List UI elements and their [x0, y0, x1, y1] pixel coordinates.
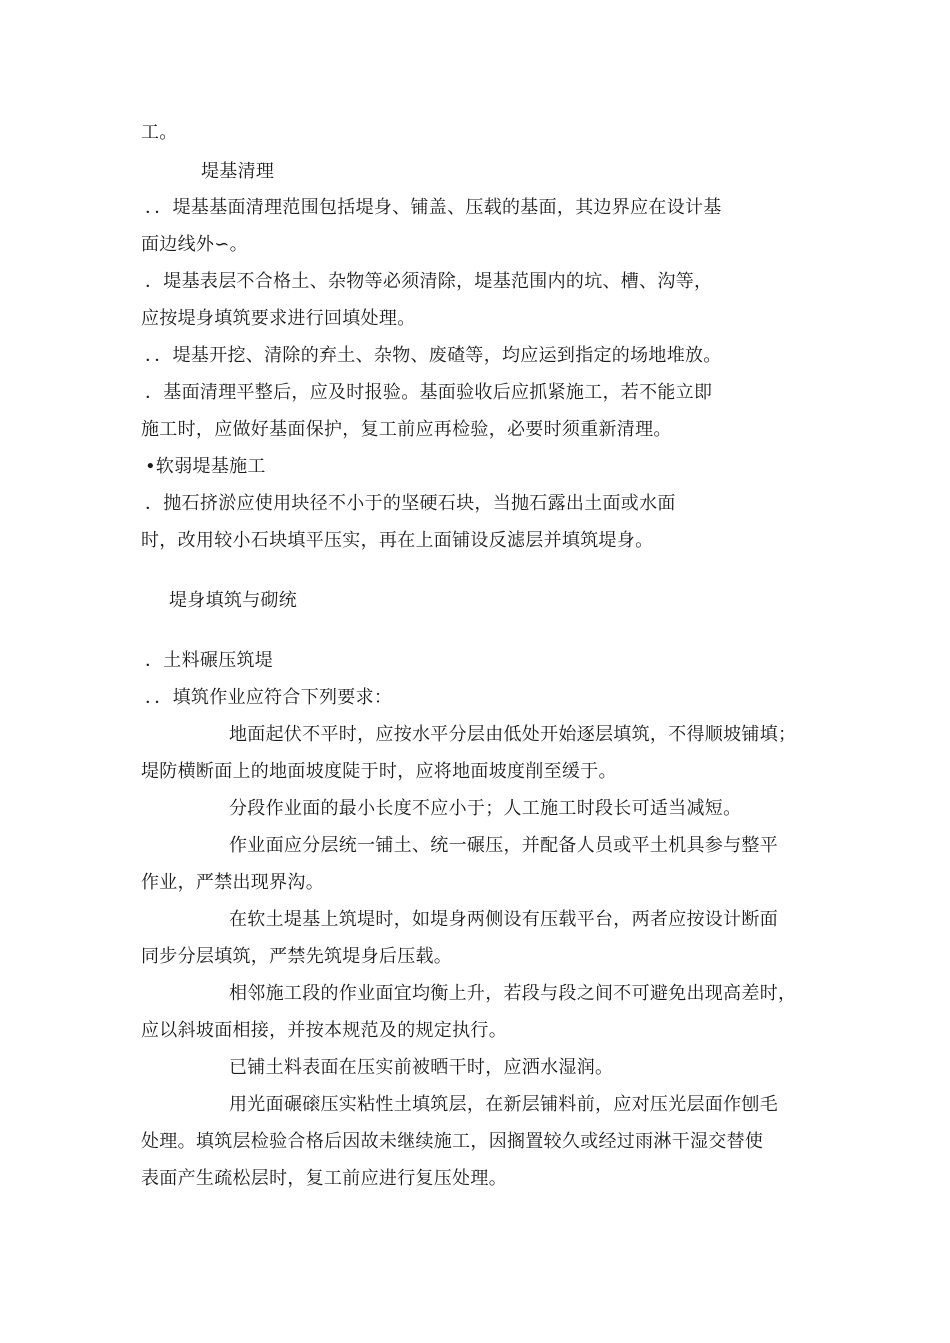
text-line: 应以斜坡面相接，并按本规范及的规定执行。: [141, 1020, 507, 1041]
text-line: 作业，严禁出现界沟。: [141, 872, 324, 893]
text-line: 应按堤身填筑要求进行回填处理。: [141, 308, 416, 329]
text-line: 处理。填筑层检验合格后因故未继续施工，因搁置较久或经过雨淋干湿交替使: [141, 1131, 764, 1152]
text-line: 在软土堤基上筑堤时，如堤身两侧设有压载平台，两者应按设计断面: [229, 909, 778, 930]
text-line: 用光面碾磙压实粘性土填筑层，在新层铺料前，应对压光层面作刨毛: [229, 1094, 778, 1115]
text-line: 堤防横断面上的地面坡度陡于时，应将地面坡度削至缓于。: [141, 761, 617, 782]
text-line: 施工时，应做好基面保护，复工前应再检验，必要时须重新清理。: [141, 419, 672, 440]
section-heading: ．土料碾压筑堤: [145, 650, 274, 671]
text-line: ．抛石挤淤应使用块径不小于的坚硬石块，当抛石露出土面或水面: [145, 493, 676, 514]
section-heading: 堤基清理: [201, 161, 275, 182]
text-line: 已铺土料表面在压实前被晒干时，应洒水湿润。: [229, 1057, 614, 1078]
text-line: 作业面应分层统一铺土、统一碾压，并配备人员或平土机具参与整平: [229, 835, 778, 856]
section-heading: 堤身填筑与砌统: [169, 590, 298, 611]
text-line: 地面起伏不平时，应按水平分层由低处开始逐层填筑，不得顺坡铺填；: [229, 724, 797, 745]
text-line: 表面产生疏松层时，复工前应进行复压处理。: [141, 1168, 507, 1189]
text-line: ．基面清理平整后，应及时报验。基面验收后应抓紧施工，若不能立即: [145, 382, 713, 403]
text-line: 面边线外∽。: [141, 234, 248, 255]
text-line: 分段作业面的最小长度不应小于；人工施工时段长可适当减短。: [229, 798, 742, 819]
text-line: 时，改用较小石块填平压实，再在上面铺设反滤层并填筑堤身。: [141, 530, 654, 551]
text-line: 同步分层填筑，严禁先筑堤身后压载。: [141, 946, 453, 967]
text-line: ．．堤基开挖、清除的弃土、杂物、废碴等，均应运到指定的场地堆放。: [145, 345, 722, 366]
text-line: ．堤基表层不合格土、杂物等必须清除，堤基范围内的坑、槽、沟等，: [145, 271, 713, 292]
text-line: ．．填筑作业应符合下列要求：: [145, 687, 393, 708]
text-line: ．．堤基基面清理范围包括堤身、铺盖、压载的基面，其边界应在设计基: [145, 197, 722, 218]
section-heading: •软弱堤基施工: [145, 456, 266, 477]
text-line: 工。: [141, 122, 178, 143]
text-line: 相邻施工段的作业面宜均衡上升，若段与段之间不可避免出现高差时，: [229, 983, 797, 1004]
